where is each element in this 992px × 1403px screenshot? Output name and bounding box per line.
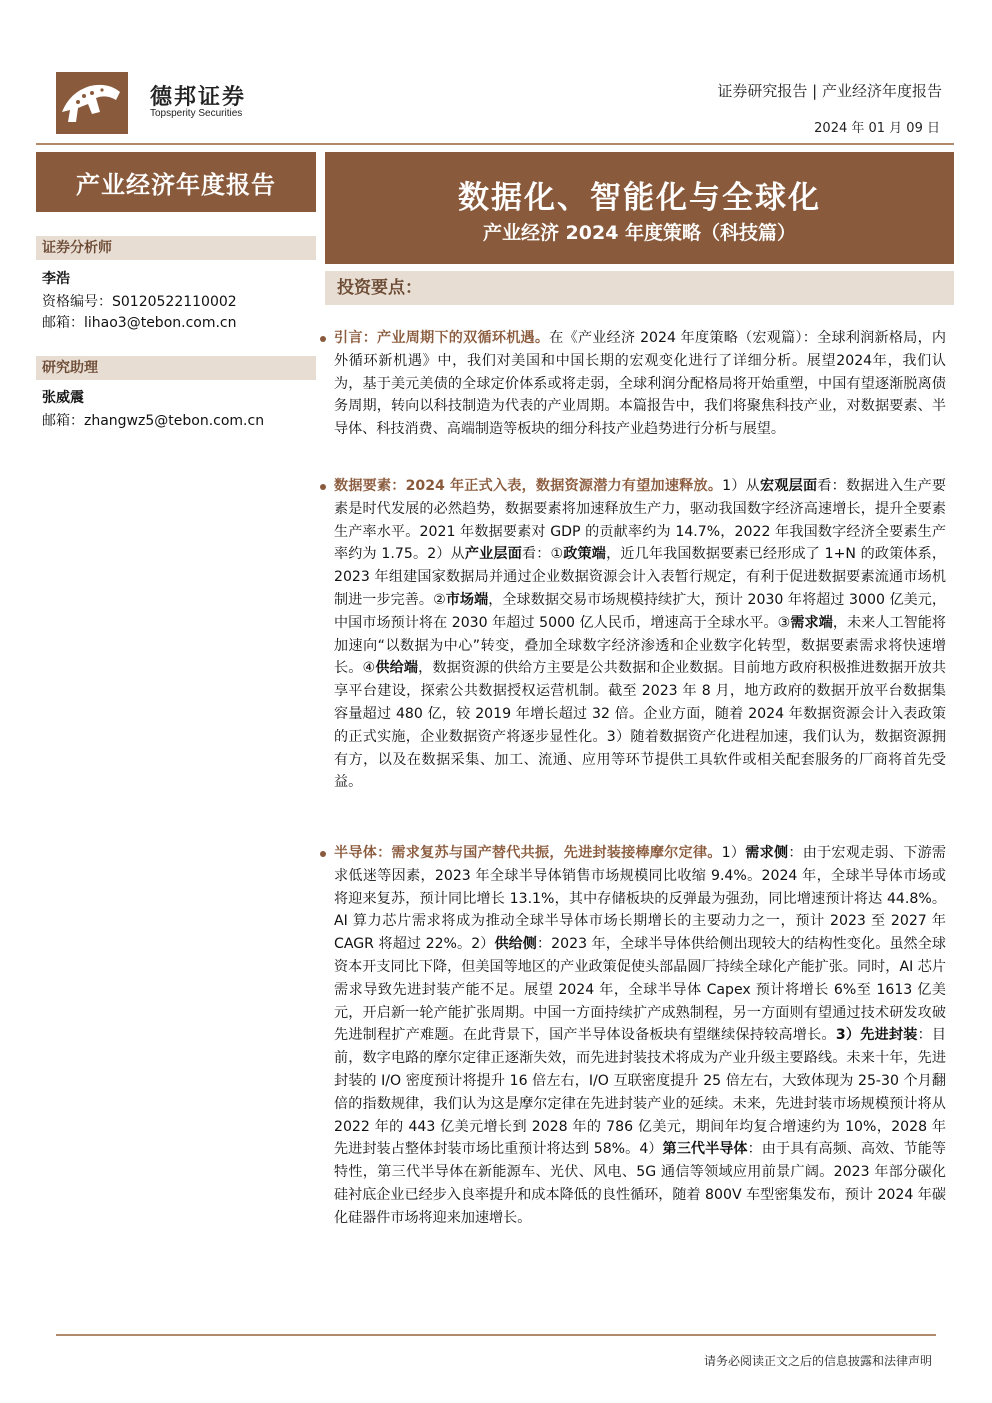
bullet-icon <box>320 851 326 857</box>
text-run: 看：① <box>521 546 564 563</box>
text-run: ，未来人工智能将加速向“以数据为中心”转变，叠加全球数字经济渗透和企业数字化转型，数据要素需求将快速增长。④ <box>334 614 947 677</box>
title-block <box>325 152 954 264</box>
semiconductor-paragraph <box>334 842 946 1230</box>
assistant-section-label: 研究助理 <box>36 356 316 380</box>
report-date: 2024 年 01 月 09 日 <box>814 121 940 136</box>
analyst-name: 李浩 <box>42 271 70 287</box>
bullet-icon <box>320 484 326 490</box>
emphasis-industry: 产业层面 <box>464 546 522 563</box>
company-name-en: Topsperity Securities <box>150 108 243 119</box>
text-run: ：2023 年，全球半导体供给侧出现较大的结构性变化。虽然全球资本开支同比下降，但美国等地区的产业政策促使头部晶圆厂持续全球化产能扩张。同时，AI 芯片需求导致先进封装产能不足。展望 2024 年，全球半导体 Capex 预计将增长 6%至 1613 亿美元，开启新一轮产能扩张周期。中国一方面持续扩产成熟制程，另一方面则有望通过技术研发攻破先进制程扩产难题。在此背景下，国产半导体设备板块有望继续保持较高增长。 <box>334 936 947 1044</box>
data-elements-paragraph <box>334 475 946 794</box>
intro-paragraph <box>334 327 946 441</box>
text-run: ，数据资源的供给方主要是公共数据和企业数据。目前地方政府积极推进数据开放共享平台建设，探索公共数据授权运营机制。截至 2023 年 8 月，地方政府的数据开放平台数据集容量超过 480 亿，较 2019 年增长超过 32 倍。企业方面，随着 2024 年数据资源会计入表政策的正式实施，企业数据资产将逐步显性化。3）随着数据资产化进程加速，我们认为，数据资源拥有方，以及在数据采集、加工、流通、应用等环节提供工具软件或相关配套服务的厂商将首先受益。 <box>334 660 946 791</box>
assistant-name: 张威震 <box>42 390 84 406</box>
key-points-heading: 投资要点： <box>325 271 954 305</box>
bullet-icon <box>320 336 326 342</box>
emphasis-supply: 供给端 <box>375 660 419 677</box>
text-run: ，全球数据交易市场规模持续扩大，预计 2030 年将超过 3000 亿美元，中国市场预计将在 2030 年超过 5000 亿人民币，增速高于全球水平。③ <box>334 591 947 631</box>
analyst-section-label: 证券分析师 <box>36 236 316 260</box>
text-run: 1） <box>721 845 746 861</box>
intro-lead: 引言：产业周期下的双循环机遇。 <box>334 330 550 346</box>
emphasis-demand: 需求端 <box>790 614 833 631</box>
cheetah-logo-icon <box>56 72 128 134</box>
emphasis-policy: 政策端 <box>563 546 607 563</box>
report-category-banner: 产业经济年度报告 <box>36 152 316 212</box>
report-subtitle: 产业经济 2024 年度策略（科技篇） <box>482 222 797 244</box>
data-elements-lead: 数据要素：2024 年正式入表，数据资源潜力有望加速释放。 <box>334 478 723 494</box>
analyst-cert-number: 资格编号：S0120522110002 <box>42 294 237 310</box>
emphasis-supply-side: 供给侧 <box>494 936 537 953</box>
company-name-cn: 德邦证券 <box>150 85 247 110</box>
footer-disclaimer: 请务必阅读正文之后的信息披露和法律声明 <box>703 1354 932 1368</box>
text-run: 看：数据进入生产要素是时代发展的必然趋势，数据要素将加速释放生产力，驱动我国数字经济高速增长，提升全要素生产率水平。2021 年数据要素对 GDP 的贡献率约为 14.7%，2022 年我国数字经济全要素生产率约为 1.75。2）从 <box>334 478 947 563</box>
assistant-email[interactable]: 邮箱：zhangwz5@tebon.com.cn <box>42 413 265 429</box>
report-title: 数据化、智能化与全球化 <box>458 180 821 216</box>
emphasis-third-gen: 第三代半导体 <box>662 1141 748 1158</box>
semiconductor-lead: 半导体：需求复苏与国产替代共振，先进封装接棒摩尔定律。 <box>334 845 722 861</box>
emphasis-advanced-packaging: 3）先进封装 <box>835 1027 918 1044</box>
emphasis-market: 市场端 <box>445 591 489 608</box>
company-logo-mark <box>56 72 128 134</box>
report-type: 证券研究报告 | 产业经济年度报告 <box>717 82 942 100</box>
text-run: ：由于宏观走弱、下游需求低迷等因素，2023 年全球半导体销售市场规模同比收缩 9.4%。2024 年，全球半导体市场或将迎来复苏，预计同比增长 13.1%，其中存储板块的反弹最为强劲，同比增速预计将达 44.8%。AI 算力芯片需求将成为推动全球半导体市场长期增长的主要动力之一，预计 2023 至 2027 年 CAGR 将超过 22%。2） <box>334 845 947 953</box>
intro-text: 在《产业经济 2024 年度策略（宏观篇）：全球利润新格局，内外循环新机遇》中，我们对美国和中国长期的宏观变化进行了详细分析。展望2024年，我们认为，基于美元美债的全球定价体系或将走弱，全球利润分配格局将开始重塑，中国有望逐渐脱离债务周期，转向以科技制造为代表的产业周期。本篇报告中，我们将聚焦科技产业，对数据要素、半导体、科技消费、高端制造等板块的细分科技产业趋势进行分析与展望。 <box>334 330 947 438</box>
emphasis-macro: 宏观层面 <box>760 478 818 494</box>
footer-divider <box>56 1334 936 1336</box>
emphasis-demand-side: 需求侧 <box>745 845 789 861</box>
text-run: ：由于具有高频、高效、节能等特性，第三代半导体在新能源车、光伏、风电、5G 通信等领域应用前景广阔。2023 年部分碳化硅衬底企业已经步入良率提升和成本降低的良性循环，随着 800V 车型密集发布，预计 2024 年碳化硅器件市场将迎来加速增长。 <box>334 1141 946 1226</box>
text-run: ，近几年我国数据要素已经形成了 1+N 的政策体系，2023 年组建国家数据局并通过企业数据资源会计入表暂行规定，有利于促进数据要素流通市场机制进一步完善。② <box>334 546 947 608</box>
text-run: ：目前，数字电路的摩尔定律正逐渐失效，而先进封装技术将成为产业升级主要路线。未来十年，先进封装的 I/O 密度预计将提升 16 倍左右，I/O 互联密度提升 25 倍左右，大致体现为 25-30 个月翻倍的指数规律，我们认为这是摩尔定律在先进封装产业的延续。未来，先进封装市场规模预计将从 2022 年的 443 亿美元增长到 2028 年的 786 亿美元，期间年均复合增速约为 10%，2028 年先进封装占整体封装市场比重预计将达到 58%。4） <box>334 1027 947 1158</box>
analyst-email[interactable]: 邮箱：lihao3@tebon.com.cn <box>42 315 237 331</box>
text-run: 1）从 <box>722 478 761 494</box>
header-divider <box>36 143 954 145</box>
